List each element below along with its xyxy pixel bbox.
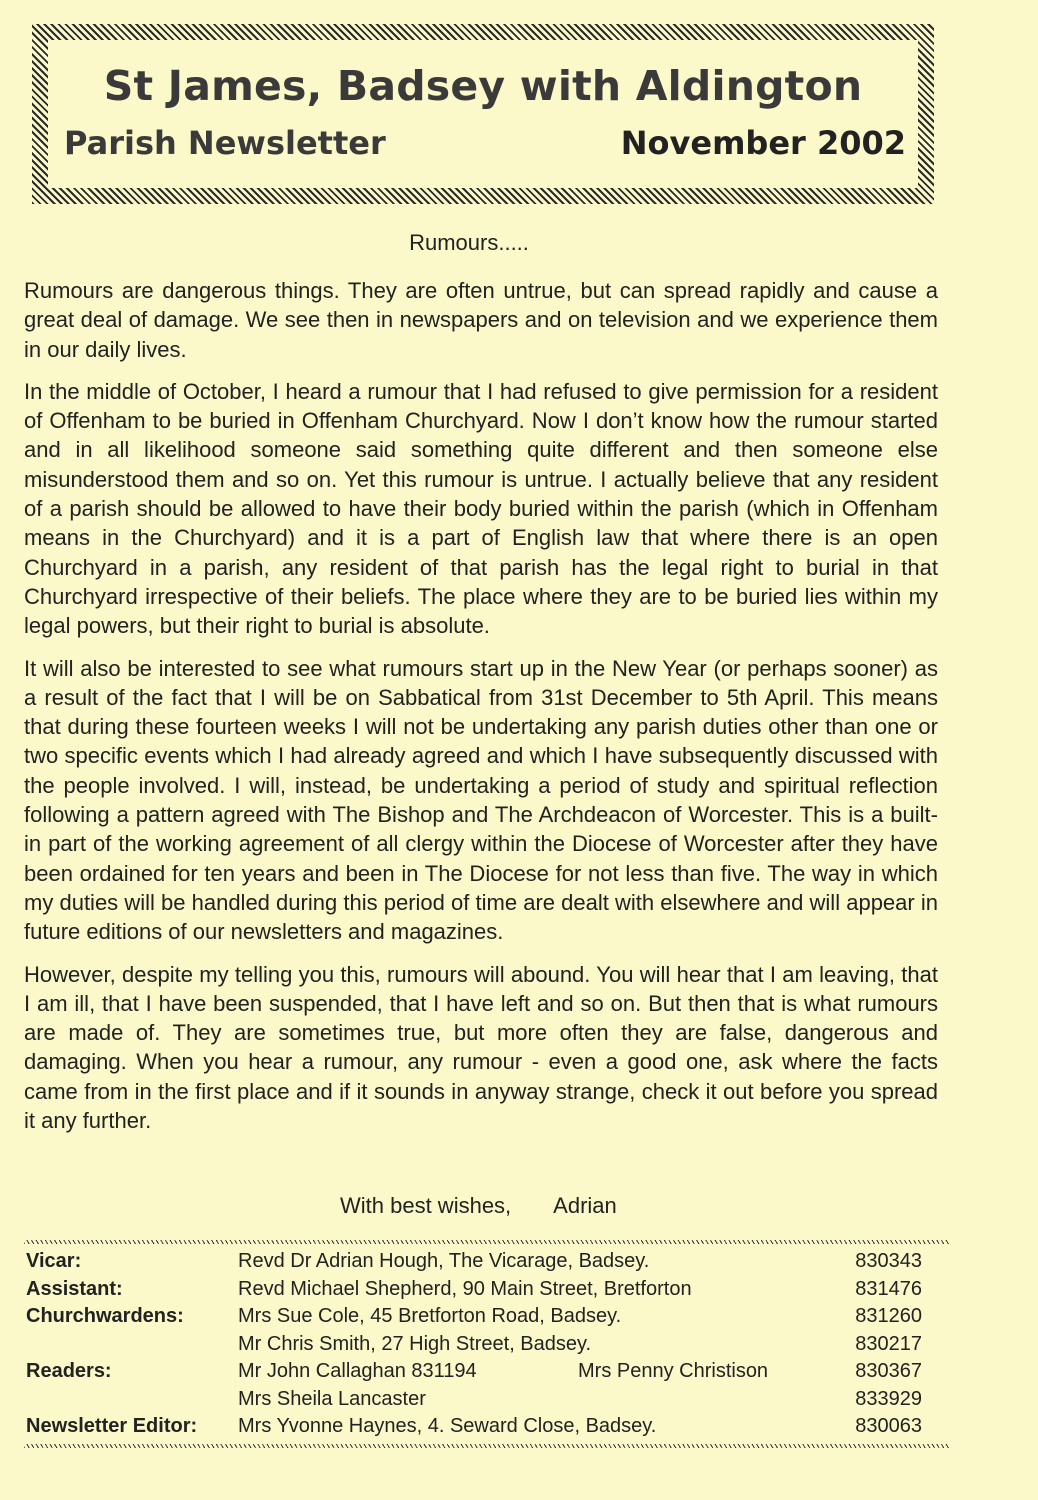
contact-phone: 830063 [855, 1415, 922, 1437]
contact-detail: Mrs Sheila Lancaster [238, 1387, 426, 1410]
contact-row [26, 1305, 926, 1333]
article-heading: Rumours..... [409, 230, 529, 255]
contact-role: Vicar: [26, 1250, 82, 1272]
contact-role: Assistant: [26, 1277, 123, 1300]
masthead-inner [48, 40, 918, 188]
contact-row [26, 1415, 926, 1443]
contact-detail: Mr Chris Smith, 27 High Street, Badsey. [238, 1332, 592, 1355]
contact-phone: 831476 [855, 1277, 922, 1300]
contact-row [26, 1278, 926, 1306]
contact-role: Readers: [26, 1360, 112, 1382]
contact-phone: 830217 [855, 1332, 922, 1355]
contact-role: Newsletter Editor: [26, 1415, 198, 1437]
newsletter-title: St James, Badsey with Aldington [103, 62, 863, 110]
contact-detail: Mr John Callaghan 831194 [238, 1360, 477, 1382]
issue-date: November 2002 [620, 124, 906, 162]
contact-detail: Mrs Sue Cole, 45 Bretforton Road, Badsey. [238, 1305, 622, 1327]
paragraph-4: However, despite my telling you this, rumours will abound. You will hear that I am leaving, that I am ill, that I have been suspended, that I have left and so on. But then that is what rumours are made of. They are sometimes true, but more often they are false, dangerous and damaging. When you hear a rumour, any rumour - even a good one, ask where the facts came from in the first place and if it sounds in anyway strange, check it out before you spread it any further. [24, 961, 938, 1134]
newsletter-subtitle: Parish Newsletter [64, 124, 386, 162]
contact-phone: 830367 [855, 1360, 922, 1382]
contact-detail: Mrs Yvonne Haynes, 4. Seward Close, Badsey. [238, 1415, 657, 1437]
contact-role: Churchwardens: [26, 1305, 184, 1327]
contact-detail: Revd Dr Adrian Hough, The Vicarage, Badsey. [238, 1250, 650, 1272]
signoff [340, 1193, 617, 1219]
contact-row [26, 1333, 926, 1361]
top-divider [24, 1240, 950, 1244]
paragraph-2: In the middle of October, I heard a rumour that I had refused to give permission for a resident of Offenham to be buried in Offenham Churchyard. Now I don’t know how the rumour started and in all likelihood someone said something quite different and then someone else misunderstood them and so on. Yet this rumour is untrue. I actually believe that any resident of a parish should be allowed to have their body buried within the parish (which in Offenham means in the Churchyard) and it is a part of English law that where there is an open Churchyard in a parish, any resident of that parish has the legal right to burial in that Churchyard irrespective of their beliefs. The place where they are to be buried lies within my legal powers, but their right to burial is absolute. [24, 378, 938, 639]
paragraph-3: It will also be interested to see what rumours start up in the New Year (or perhaps sooner) as a result of the fact that I will be on Sabbatical from 31st December to 5th April. This means that during these fourteen weeks I will not be undertaking any parish duties other than one or two specific events which I had already agreed and which I have subsequently discussed with the people involved. I will, instead, be undertaking a period of study and spiritual reflection following a pattern agreed with The Bishop and The Archdeacon of Worcester. This is a built-in part of the working agreement of all clergy within the Diocese of Worcester after they have been ordained for ten years and been in The Diocese for not less than five. The way in which my duties will be handled during this period of time are dealt with elsewhere and will appear in future editions of our newsletters and magazines. [24, 655, 938, 945]
contact-phone: 830343 [855, 1250, 922, 1272]
contact-extra: Mrs Penny Christison [578, 1360, 769, 1382]
article-body [24, 276, 938, 1148]
contact-phone: 831260 [855, 1305, 922, 1327]
contact-phone: 833929 [855, 1387, 922, 1410]
contacts-table [26, 1250, 926, 1443]
paragraph-1: Rumours are dangerous things. They are often untrue, but can spread rapidly and cause a great deal of damage. We see then in newspapers and on television and we experience them in our daily lives. [24, 278, 938, 362]
masthead [32, 24, 934, 204]
signature: Adrian [553, 1193, 617, 1218]
bottom-divider [24, 1444, 950, 1448]
contact-row [26, 1388, 926, 1416]
signoff-text: With best wishes, [340, 1193, 512, 1218]
contact-row [26, 1250, 926, 1278]
contact-detail: Revd Michael Shepherd, 90 Main Street, Bretforton [238, 1277, 692, 1300]
contact-row [26, 1360, 926, 1388]
